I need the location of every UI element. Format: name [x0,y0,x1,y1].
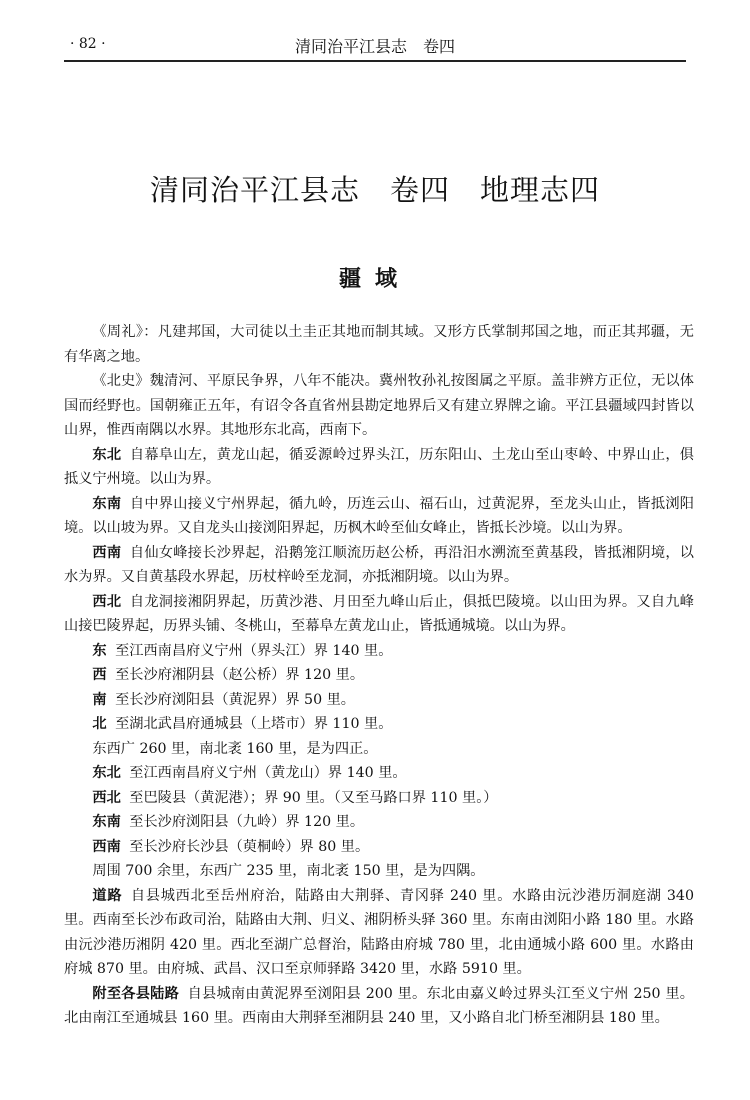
paragraph-text: 至长沙府浏阳县（黄泥界）界 50 里。 [115,691,355,708]
paragraph-text: 至长沙府浏阳县（九岭）界 120 里。 [129,814,365,830]
running-title: 清同治平江县志 卷四 [294,37,455,56]
paragraph-text: 至巴陵县（黄泥港）；界 90 里。（又至马路口界 110 里。） [129,789,498,806]
paragraph-text: 自仙女峰接长沙界起，沿鹅笼江顺流历赵公桥，再沿汨水溯流至黄基段，皆抵湘阴境，以水为界。又自黄基段水界起，历杖梓岭至龙洞，亦抵湘阴境。以山为界。 [64,544,694,585]
paragraph-text: 《周礼》：凡建邦国，大司徒以土圭正其地而制其域。又形方氏掌制邦国之地，而正其邦疆，无有华离之地。 [64,324,694,365]
paragraph [64,786,694,811]
chapter-title: 清同治平江县志 卷四 地理志四 [149,173,600,207]
paragraph [64,369,694,443]
paragraph-label: 西北 [92,593,122,610]
paragraph [64,320,694,369]
page-number: · 82 · [70,36,106,52]
paragraph [64,492,694,541]
paragraph-text: 东西广 260 里，南北袤 160 里，是为四正。 [92,740,378,757]
paragraph-text: 自县城南由黄泥界至浏阳县 200 里。东北由嘉义岭过界头江至义宁州 250 里。北由南江至通城县 160 里。西南由大荆驿至湘阴县 240 里，又小路自北门桥至湘阴县 180 里。 [64,985,694,1026]
paragraph-label: 东北 [92,765,121,781]
paragraph-text: 至江西南昌府义宁州（界头江）界 140 里。 [115,642,393,659]
paragraph [64,810,694,835]
paragraph-text: 至长沙府湘阴县（赵公桥）界 120 里。 [115,667,365,683]
paragraph-label: 附至各县陆路 [92,985,180,1002]
paragraph-label: 东南 [92,495,122,512]
paragraph [64,835,694,860]
paragraph-label: 东北 [92,446,122,463]
paragraph-label: 东南 [92,814,121,830]
paragraph-label: 北 [92,716,107,732]
paragraph-label: 西南 [92,838,121,855]
paragraph-label: 西 [92,667,107,683]
section-title: 疆域 [338,266,411,292]
paragraph [64,688,694,713]
paragraph [64,663,694,688]
paragraph-text: 自中界山接义宁州界起，循九岭，历连云山、福石山，过黄泥界，至龙头山止，皆抵浏阳境。以山坡为界。又自龙头山接浏阳界起，历枫木岭至仙女峰止，皆抵长沙境。以山为界。 [64,495,694,536]
paragraph-label: 西北 [92,789,121,806]
paragraph [64,541,694,590]
paragraph-text: 自龙洞接湘阴界起，历黄沙港、月田至九峰山后止，俱抵巴陵境。以山田为界。又自九峰山接巴陵界起，历界头铺、冬桃山，至幕阜左黄龙山止，皆抵通城境。以山为界。 [64,593,694,634]
paragraph-label: 西南 [92,544,122,561]
paragraph-label: 道路 [92,887,123,904]
paragraph-text: 至湖北武昌府通城县（上塔市）界 110 里。 [115,716,393,732]
page-header [64,30,686,62]
paragraph-text: 自幕阜山左，黄龙山起，循妥源岭过界头江，历东阳山、土龙山至山枣岭、中界山止，俱抵义宁州境。以山为界。 [64,446,694,487]
paragraph [64,761,694,786]
paragraph-label: 南 [92,691,107,708]
body-text [64,320,694,1031]
paragraph [64,884,694,982]
paragraph-text: 自县城西北至岳州府治，陆路由大荆驿、青冈驿 240 里。水路由沅沙港历洞庭湖 340 里。西南至长沙布政司治，陆路由大荆、归义、湘阴桥头驿 360 里。东南由浏阳小路 180 里。水路由沅沙港历湘阴 420 里。西北至湖广总督治，陆路由府城 780 里，北由通城小路 600 里。水路由府城 870 里。由府城、武昌、汉口至京师驿路 3420 里，水路 5910 里。 [64,887,694,977]
paragraph-text: 至长沙府长沙县（萸桐岭）界 80 里。 [129,838,370,855]
paragraph-text: 周围 700 余里，东西广 235 里，南北袤 150 里，是为四隅。 [92,863,485,879]
paragraph [64,982,694,1031]
paragraph [64,590,694,639]
paragraph-text: 至江西南昌府义宁州（黄龙山）界 140 里。 [129,765,407,781]
paragraph [64,712,694,737]
paragraph [64,443,694,492]
paragraph [64,859,694,884]
paragraph-label: 东 [92,642,107,659]
paragraph [64,737,694,762]
paragraph-text: 《北史》魏清河、平原民争界，八年不能决。冀州牧孙礼按图属之平原。盖非辨方正位，无以体国而经野也。国朝雍正五年，有诏令各直省州县勘定地界后又有建立界牌之谕。平江县疆域四封皆以山界，惟西南隅以水界。其地形东北高，西南下。 [64,373,694,438]
paragraph [64,639,694,664]
